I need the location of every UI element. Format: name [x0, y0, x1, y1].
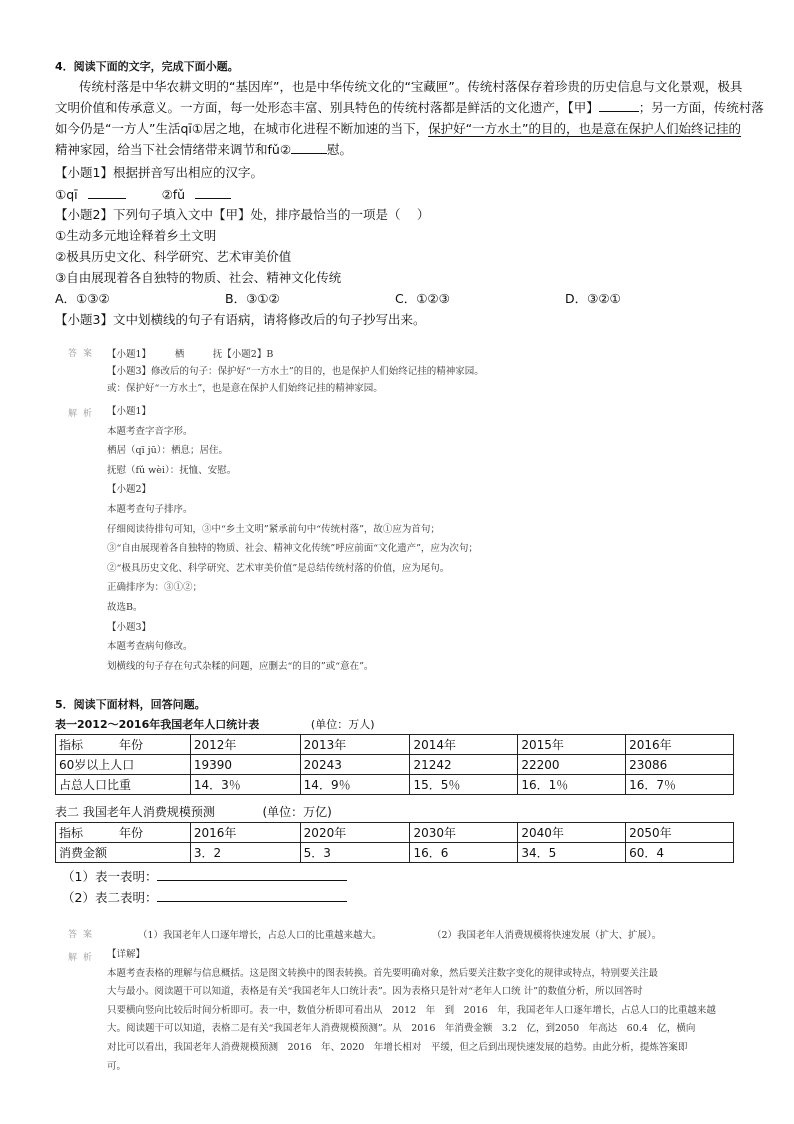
- table2-cell: 16．6: [410, 843, 518, 863]
- table2-year-cell: 2040年: [518, 823, 626, 843]
- table2-cell: 3．2: [190, 843, 300, 863]
- table2-year-cell: 2016年: [190, 823, 300, 843]
- jia-blank[interactable]: [599, 97, 639, 112]
- table1-header-cell: 指标 年份: [56, 735, 191, 755]
- q4-analysis-label: 解析: [68, 409, 99, 419]
- q4-analysis-line: 【小题2】: [107, 484, 152, 496]
- q5-analysis-line: 只要横向竖向比较后时间分析即可。表一中，数值分析即可看出从 2012 年 到 2016 年，我国老年人口逐年增长，占总人口的比重越来越: [107, 1004, 716, 1016]
- q4-sub2: 【小题2】下列句子填入文中【甲】处，排序最恰当的一项是（ ）: [55, 207, 430, 222]
- table-row: [56, 775, 734, 795]
- q4-option-2: ②极具历史文化、科学研究、艺术审美价值: [55, 249, 292, 264]
- table-row: [56, 735, 734, 755]
- q5-analysis-line: 本题考查表格的理解与信息概括。这是图文转换中的图表转换。首先要明确对象，然后要关注数字变化的规律或特点，特别要关注最: [107, 967, 659, 979]
- q4-analysis-line: ③“自由展现着各自独特的物质、社会、精神文化传统”呼应前面“文化遗产”，应为次句；: [107, 543, 478, 555]
- fu-label: ②fǔ: [161, 187, 186, 202]
- table1-cell: 20243: [300, 755, 410, 775]
- table1-cell: 19390: [190, 755, 300, 775]
- q4-analysis-line: 划横线的句子存在句式杂糅的问题，应删去“的目的”或“意在”。: [107, 660, 374, 672]
- table1-cell: 22200: [518, 755, 626, 775]
- q5-fill-1-line[interactable]: [157, 868, 347, 881]
- table1-year-cell: 2016年: [626, 735, 734, 755]
- table2-cell: 60．4: [626, 843, 734, 863]
- q5-analysis-line: 对比可以看出，我国老年人消费规模预测 2016 年、2020 年增长相对 平缓，但之后到出现快速发展的趋势。由此分析，提炼答案即: [107, 1041, 688, 1053]
- q4-answer-label: 答案: [68, 349, 99, 359]
- q4-analysis-line: 仔细阅读待排句可知，③中“乡土文明”紧承前句中“传统村落”，故①应为首句；: [107, 523, 440, 535]
- q5-fill-2: [62, 888, 347, 908]
- table1-cell: 16．1％: [518, 775, 626, 795]
- q5-answer-label: 答案: [68, 930, 99, 940]
- table1-row-label: 占总人口比重: [56, 775, 191, 795]
- q4-sub3: 【小题3】文中划横线的句子有语病，请将修改后的句子抄写出来。: [55, 312, 426, 327]
- table2-row-label: 消费金额: [56, 843, 191, 863]
- table2-header-cell: 指标 年份: [56, 823, 191, 843]
- q4-passage-line-2: [55, 97, 764, 118]
- table1-year-cell: 2014年: [410, 735, 518, 755]
- table1-cell: 14．9％: [300, 775, 410, 795]
- q4-analysis-line: 本题考查句子排序。: [107, 503, 193, 515]
- q4-passage-line-1: 传统村落是中华农耕文明的“基因库”，也是中华传统文化的“宝藏匣”。传统村落保存着珍贵的历史信息与文化景观，极具: [79, 79, 743, 94]
- table-row: [56, 755, 734, 775]
- choice-d[interactable]: D．③②①: [565, 291, 621, 306]
- q4-answer-line-1: 【小题1】 栖 抚【小题2】B: [107, 349, 274, 360]
- table1-year-cell: 2013年: [300, 735, 410, 755]
- q4-analysis: [107, 402, 707, 676]
- table2-year-cell: 2050年: [626, 823, 734, 843]
- q4-analysis-line: 本题考查病句修改。: [107, 641, 193, 653]
- q5-fill-1-label: （1）表一表明：: [62, 869, 158, 884]
- table2-cell: 34．5: [518, 843, 626, 863]
- q4-analysis-line: 抚慰（fǔ wèi）：抚恤、安慰。: [107, 464, 237, 476]
- table1-cell: 15．5％: [410, 775, 518, 795]
- q5-title: 5．阅读下面材料，回答问题。: [55, 698, 206, 711]
- q4-analysis-line: 【小题3】: [107, 621, 152, 633]
- q4-passage: [55, 76, 764, 160]
- table-row: [56, 823, 734, 843]
- q4-passage-line-4: [55, 139, 741, 160]
- qi-answer-blank[interactable]: [88, 184, 126, 199]
- q4-passage-line-3: [55, 118, 741, 139]
- q4-analysis-line: 本题考查字音字形。: [107, 425, 193, 437]
- q4-analysis-line: 故选B。: [107, 601, 143, 613]
- q5-analysis-line: 可。: [107, 1060, 127, 1072]
- q5-fill-2-line[interactable]: [157, 889, 347, 902]
- table1-title-text: 表一2012～2016年我国老年人口统计表: [55, 718, 260, 731]
- q4-passage-line-4a: 精神家园，给当下社会情绪带来调节和fǔ②: [55, 142, 292, 157]
- table-row: [56, 843, 734, 863]
- q4-sub1: 【小题1】根据拼音写出相应的汉字。: [55, 165, 263, 180]
- table2: [55, 822, 734, 863]
- table1-year-cell: 2012年: [190, 735, 300, 755]
- q5-answer-1: （1）我国老年人口逐年增长，占总人口的比重越来越大。: [138, 930, 382, 941]
- q5-analysis-line: 大。阅读题干可以知道，表格二是有关“我国老年人消费规模预测”。从 2016 年消费金额 3.2 亿，到2050 年高达 60.4 亿，横向: [107, 1023, 696, 1035]
- q5-analysis-line: 【详解】: [107, 949, 146, 960]
- q5-analysis-line: 大与最小。阅读题干可以知道，表格是有关“我国老年人口统计表”。因为表格只是针对“老年人口统 计”的数值分析，所以回答时: [107, 986, 643, 998]
- q4-option-3: ③自由展现着各自独特的物质、社会、精神文化传统: [55, 270, 342, 285]
- table1-cell: 23086: [626, 755, 734, 775]
- table1: [55, 734, 734, 795]
- q4-analysis-line: ②“极具历史文化、科学研究、艺术审美价值”是总结传统村落的价值，应为尾句。: [107, 562, 450, 574]
- q4-title: 4．阅读下面的文字，完成下面小题。: [55, 60, 239, 73]
- q4-analysis-line: 正确排序为：③①②；: [107, 582, 203, 594]
- q5-analysis: [107, 946, 716, 1076]
- table1-unit: (单位：万人): [310, 718, 375, 731]
- fu-blank[interactable]: [291, 139, 327, 154]
- table1-cell: 21242: [410, 755, 518, 775]
- q4-option-1: ①生动多元地诠释着乡土文明: [55, 228, 217, 243]
- table1-row-label: 60岁以上人口: [56, 755, 191, 775]
- q4-answer-line-3: 或：保护好“一方水土”，也是意在保护人们始终记挂的精神家园。: [107, 383, 383, 394]
- q5-fill-2-label: （2）表二表明：: [62, 890, 158, 905]
- table1-cell: 14．3％: [190, 775, 300, 795]
- q4-passage-line-3a: 如今仍是“一方人”生活qī①居之地，在城市化进程不断加速的当下，: [55, 121, 429, 136]
- qi-label: ①qī: [55, 187, 78, 202]
- table2-year-cell: 2030年: [410, 823, 518, 843]
- q4-answer-line-2: 【小题3】修改后的句子：保护好“一方水土”的目的，也是保护人们始终记挂的精神家园。: [107, 366, 484, 377]
- choice-a[interactable]: A．①③②: [55, 291, 110, 306]
- choice-b[interactable]: B．③①②: [225, 291, 280, 306]
- table2-unit: (单位：万亿): [262, 805, 332, 819]
- q5-fill-1: [62, 867, 347, 887]
- q4-passage-line-2b: ；另一方面，传统村落: [638, 100, 764, 115]
- fu-answer-blank[interactable]: [195, 184, 231, 199]
- q5-answer-2: （2）我国老年人消费规模将快速发展（扩大、扩展）。: [432, 930, 662, 941]
- table2-cell: 5．3: [300, 843, 410, 863]
- underlined-sentence: 保护好“一方水土”的目的，也是意在保护人们始终记挂的: [428, 121, 742, 136]
- q5-analysis-label: 解析: [68, 953, 99, 963]
- q4-analysis-line: 【小题1】: [107, 406, 152, 417]
- table2-title: [55, 803, 332, 820]
- table2-title-text: 表二 我国老年人消费规模预测: [55, 805, 215, 819]
- table2-year-cell: 2020年: [300, 823, 410, 843]
- table1-title: [55, 716, 375, 732]
- q4-sub1-blanks: [55, 184, 231, 205]
- q4-passage-line-2a: 文明价值和传承意义。一方面，每一处形态丰富、别具特色的传统村落都是鲜活的文化遗产，【甲】: [55, 100, 599, 115]
- q4-analysis-line: 栖居（qī jū）：栖息；居住。: [107, 445, 228, 457]
- choice-c[interactable]: C．①②③: [395, 291, 450, 306]
- table1-year-cell: 2015年: [518, 735, 626, 755]
- table1-cell: 16．7％: [626, 775, 734, 795]
- q4-passage-line-4b: 慰。: [327, 142, 353, 157]
